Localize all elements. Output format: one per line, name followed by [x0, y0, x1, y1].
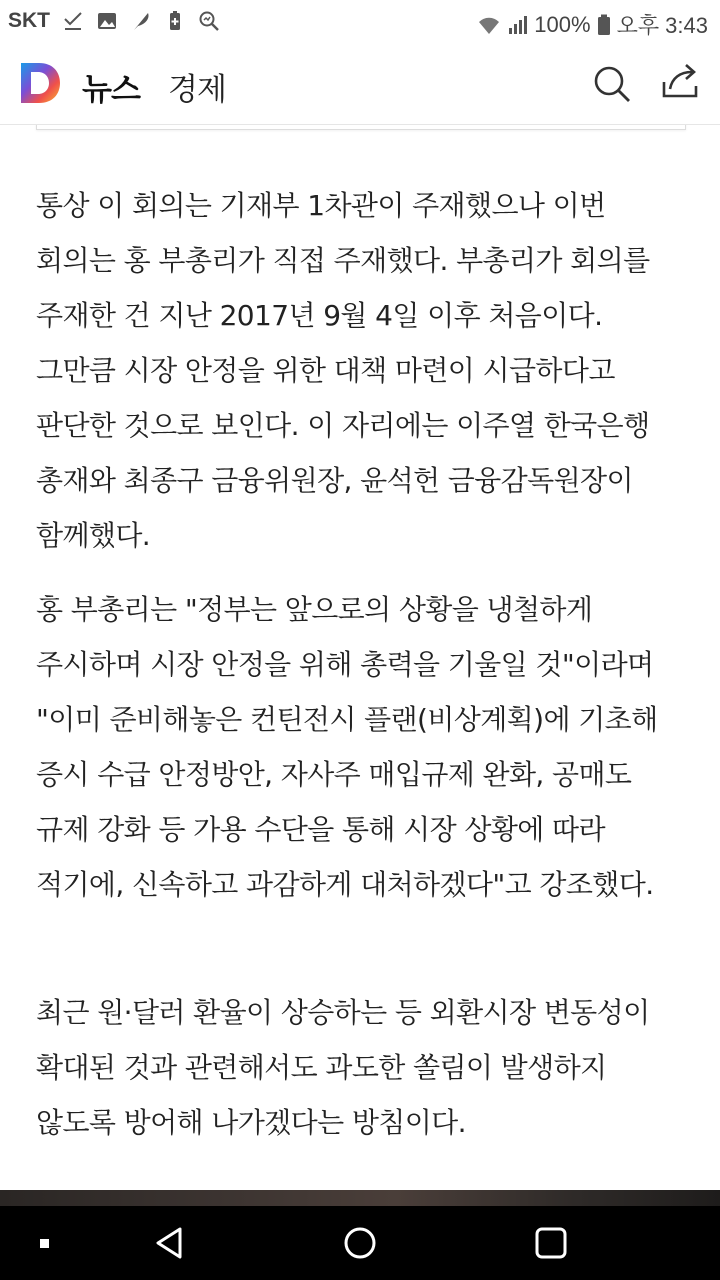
back-icon[interactable]	[150, 1223, 190, 1263]
status-left	[8, 9, 220, 33]
wifi-icon	[478, 14, 500, 36]
article-paragraph: 홍 부총리는 "정부는 앞으로의 상황을 냉철하게 주시하며 시장 안정을 위해 총력을 기울일 것"이라며 "이미 준비해놓은 컨틴전시 플랜(비상계획)에 기초해 증시 수급 안정방안, 자사주 매입규제 완화, 공매도 규제 강화 등 가용 수단을 통해 시장 상황에 따라 적기에, 신속하고 과감하게 대처하겠다"고 강조했다.	[36, 593, 658, 901]
article-content[interactable]	[0, 125, 720, 1206]
status-bar	[0, 0, 720, 44]
clock: 오후 3:43	[616, 13, 708, 38]
article-paragraph: 통상 이 회의는 기재부 1차관이 주재했으나 이번 회의는 홍 부총리가 직접 주재했다. 부총리가 회의를 주재한 건 지난 2017년 9월 4일 이후 처음이다. 그만큼 시장 안정을 위한 대책 마련이 시급하다고 판단한 것으로 보인다. 이 자리에는 이주열 한국은행 총재와 최종구 금융위원장, 윤석헌 금융감독원장이 함께했다.	[36, 189, 650, 552]
home-icon[interactable]	[340, 1223, 380, 1263]
carrier-label: SKT	[8, 9, 50, 32]
article-paragraph: 최근 원·달러 환율이 상승하는 등 외환시장 변동성이 확대된 것과 관련해서도 과도한 쏠림이 발생하지 않도록 방어해 나가겠다는 방침이다.	[36, 996, 650, 1139]
battery-plus-icon	[164, 10, 186, 32]
service-title[interactable]: 뉴스	[82, 72, 140, 108]
search-icon[interactable]	[590, 62, 634, 106]
share-icon[interactable]	[658, 60, 702, 104]
feather-icon	[130, 10, 152, 32]
section-title[interactable]: 경제	[168, 72, 226, 108]
previous-box-edge	[36, 125, 686, 130]
article-image[interactable]	[0, 1190, 720, 1206]
menu-dot-icon[interactable]	[24, 1223, 64, 1263]
check-icon	[62, 10, 84, 32]
battery-icon	[597, 14, 611, 36]
zoom-search-icon	[198, 10, 220, 32]
status-right	[478, 9, 708, 40]
battery-percent: 100%	[534, 11, 591, 37]
gallery-icon	[96, 10, 118, 32]
daum-logo-icon[interactable]	[19, 61, 61, 105]
app-header	[0, 44, 720, 125]
navigation-bar	[0, 1206, 720, 1280]
signal-icon	[506, 14, 528, 36]
recents-icon[interactable]	[531, 1223, 571, 1263]
